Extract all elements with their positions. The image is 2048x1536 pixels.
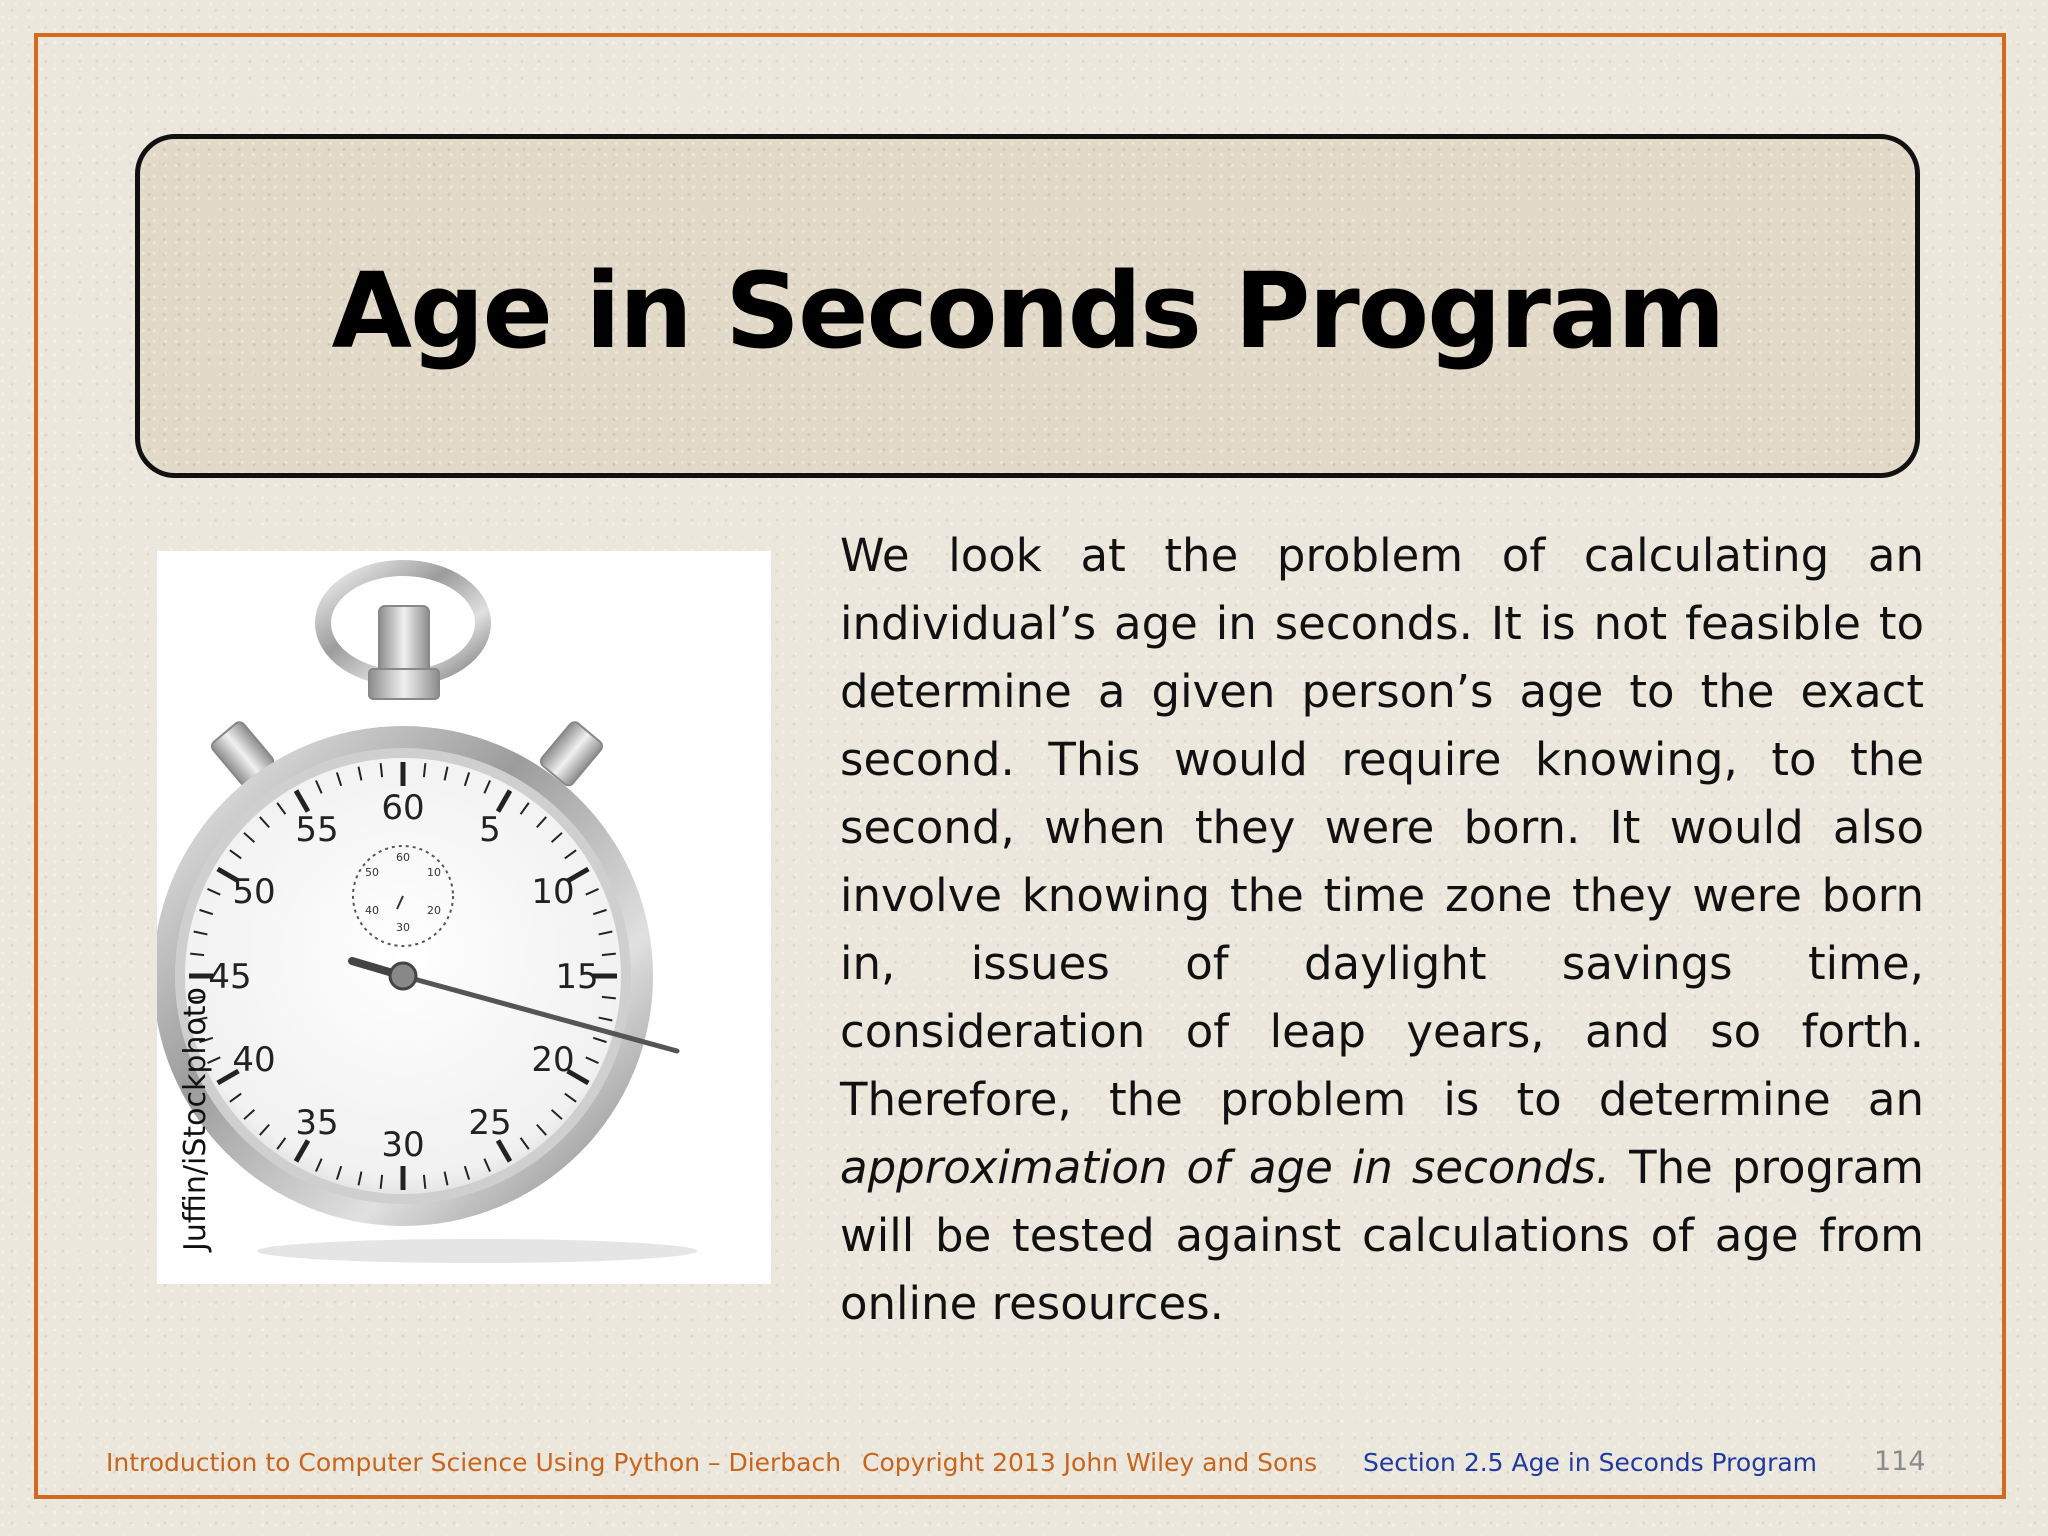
footer-section: Section 2.5 Age in Seconds Program <box>1363 1448 1818 1477</box>
dial-number: 10 <box>531 872 575 912</box>
dial-number: 30 <box>381 1125 425 1165</box>
dial-number: 55 <box>295 810 339 850</box>
dial-number: 40 <box>232 1040 276 1080</box>
subdial-number: 40 <box>365 904 379 917</box>
dial-number: 25 <box>468 1103 512 1143</box>
footer-copyright: Copyright 2013 John Wiley and Sons <box>862 1448 1318 1477</box>
body-emphasis: approximation of age in seconds. <box>840 1141 1611 1194</box>
dial-number: 35 <box>295 1103 339 1143</box>
dial-number: 5 <box>479 810 501 850</box>
footer-book: Introduction to Computer Science Using Python – Dierbach <box>106 1448 842 1477</box>
stopwatch-icon <box>157 551 771 1284</box>
subdial-number: 20 <box>427 904 441 917</box>
slide-title: Age in Seconds Program <box>331 250 1724 372</box>
title-box <box>135 134 1920 478</box>
image-credit: Juffin/iStockphoto <box>178 987 213 1251</box>
dial-number: 60 <box>381 788 425 828</box>
subdial-number: 10 <box>427 866 441 879</box>
body-paragraph <box>840 522 1924 1338</box>
stopwatch-image <box>157 551 771 1284</box>
dial-number: 20 <box>531 1040 575 1080</box>
body-outro: The program will be tested against calculations of age from online resources. <box>840 1141 1924 1330</box>
subdial-number: 50 <box>365 866 379 879</box>
body-intro: We look at the problem of calculating an individual’s age in seconds. It is not feasible to determine a given person’s age to the exact second. This would require knowing, to the second, when they were born. It would also involve knowing the time zone they were born in, issues of daylight savings time, consideration of leap years, and so forth. Therefore, the problem is to determine an <box>840 529 1924 1126</box>
dial-number: 50 <box>232 872 276 912</box>
subdial-number: 30 <box>396 921 410 934</box>
subdial-number: 60 <box>396 851 410 864</box>
page-number: 114 <box>1874 1446 1926 1477</box>
dial-number: 15 <box>555 957 599 997</box>
dial-number: 45 <box>208 957 252 997</box>
